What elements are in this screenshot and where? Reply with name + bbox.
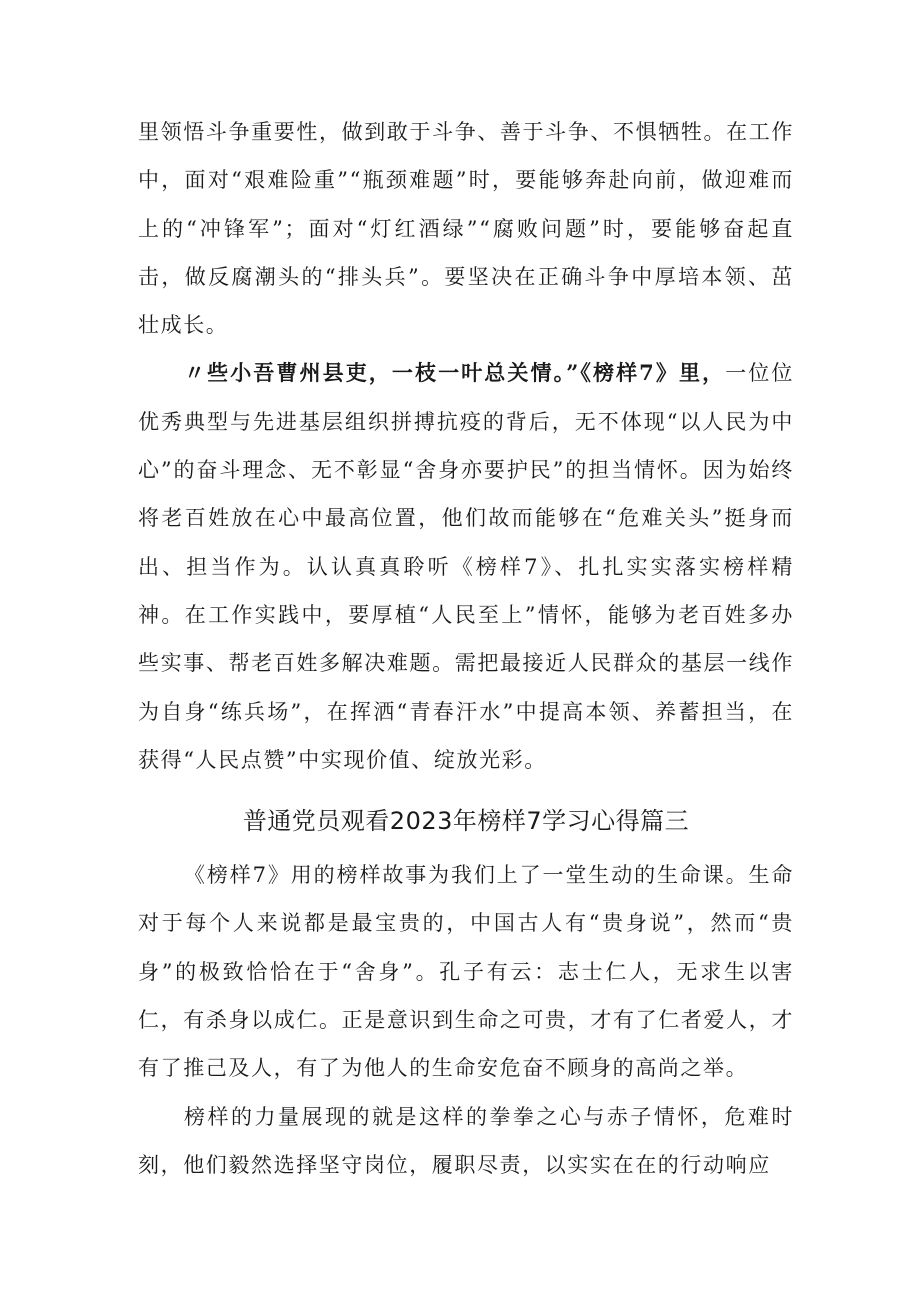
paragraph-1: 里领悟斗争重要性，做到敢于斗争、善于斗争、不惧牺牲。在工作中，面对“艰难险重”“瓶颈难题”时，要能够奔赴向前，做迎难而上的“冲锋军”；面对“灯红酒绿”“腐败问题”时，要能够奋起直击，做反腐潮头的“排头兵”。要坚决在正确斗争中厚培本领、茁壮成长。 — [138, 120, 794, 338]
paragraph-2-quote: 〃些小吾曹州县吏，一枝一叶总关情。”《榜样7》里， — [184, 360, 726, 386]
document-page — [138, 108, 794, 1189]
paragraph-2-body: 一位位优秀典型与先进基层组织拼搏抗疫的背后，无不体现“以人民为中心”的奋斗理念、无不彰显“舍身亦要护民”的担当情怀。因为始终将老百姓放在心中最高位置，他们故而能够在“危难关头”挺身而出、担当作为。认认真真聆听《榜样7》、扎扎实实落实榜样精神。在工作实践中，要厚植“人民至上”情怀，能够为老百姓多办些实事、帮老百姓多解决难题。需把最接近人民群众的基层一线作为自身“练兵场”，在挥洒“青春汗水”中提高本领、养蓄担当，在获得“人民点赞”中实现价值、绽放光彩。 — [138, 361, 794, 772]
paragraph-3: 《榜样7》用的榜样故事为我们上了一堂生动的生命课。生命对于每个人来说都是最宝贵的，中国古人有“贵身说”，然而“贵身”的极致恰恰在于“舍身”。孔子有云：志士仁人，无求生以害仁，有杀身以成仁。正是意识到生命之可贵，才有了仁者爱人，才有了推己及人，有了为他人的生命安危奋不顾身的高尚之举。 — [138, 863, 794, 1081]
paragraph-4: 榜样的力量展现的就是这样的拳拳之心与赤子情怀，危难时刻，他们毅然选择坚守岗位，履职尽责，以实实在在的行动响应 — [138, 1104, 794, 1177]
paragraph-2 — [138, 349, 794, 784]
section-heading: 普通党员观看2023年榜样7学习心得篇三 — [242, 807, 690, 836]
